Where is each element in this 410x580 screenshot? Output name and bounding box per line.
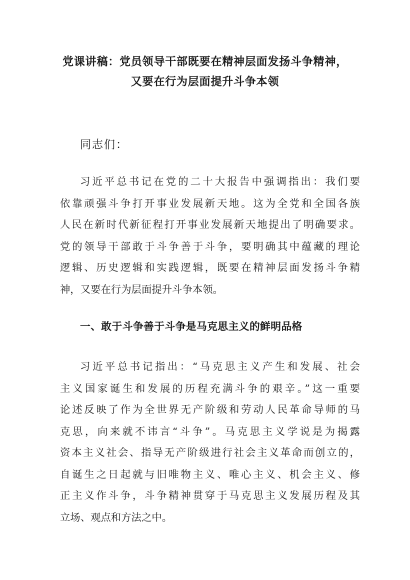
- paragraph-line: 习近平总书记指出：“马克思主义产生和发展、社会: [80, 362, 360, 373]
- paragraph-line: 党的领导干部敢于斗争善于斗争，要明确其中蕴藏的理论: [60, 241, 360, 253]
- greeting: 同志们：: [80, 138, 128, 151]
- paragraph-line: 克思，向来就不讳言“斗争”。马克思主义学说是为揭露: [60, 426, 360, 438]
- paragraph-line: 论述反映了作为全世界无产阶级和劳动人民革命导师的马: [60, 405, 360, 416]
- title-line: 党课讲稿：党员领导干部既要在精神层面发扬斗争精神，: [62, 55, 348, 68]
- section-heading: 一、敢于斗争善于斗争是马克思主义的鲜明品格: [80, 321, 303, 333]
- paragraph-line: 资本主义社会、指导无产阶级进行社会主义革命而创立的，: [60, 448, 360, 459]
- paragraph-line: 立场、观点和方法之中。: [60, 512, 173, 524]
- paragraph-line: 依靠顽强斗争打开事业发展新天地。这为全党和全国各族: [60, 198, 360, 210]
- paragraph-intro: [60, 172, 360, 301]
- title-line: 又要在行为层面提升斗争本领: [130, 75, 280, 88]
- paragraph-line: 神，又要在行为层面提升斗争本领。: [60, 284, 223, 296]
- document-title: [40, 52, 370, 92]
- paragraph-section1: [60, 357, 360, 529]
- paragraph-line: 正主义作斗争，斗争精神贯穿于马克思主义发展历程及其: [60, 491, 360, 502]
- paragraph-line: 自诞生之日起就与旧唯物主义、唯心主义、机会主义、修: [60, 469, 360, 481]
- paragraph-line: 主义国家诞生和发展的历程充满斗争的艰辛。”这一重要: [60, 383, 360, 395]
- paragraph-line: 习近平总书记在党的二十大报告中强调指出：我们要: [80, 177, 360, 188]
- paragraph-line: 逻辑、历史逻辑和实践逻辑，既要在精神层面发扬斗争精: [60, 263, 360, 274]
- paragraph-line: 人民在新时代新征程打开事业发展新天地提出了明确要求。: [60, 220, 360, 231]
